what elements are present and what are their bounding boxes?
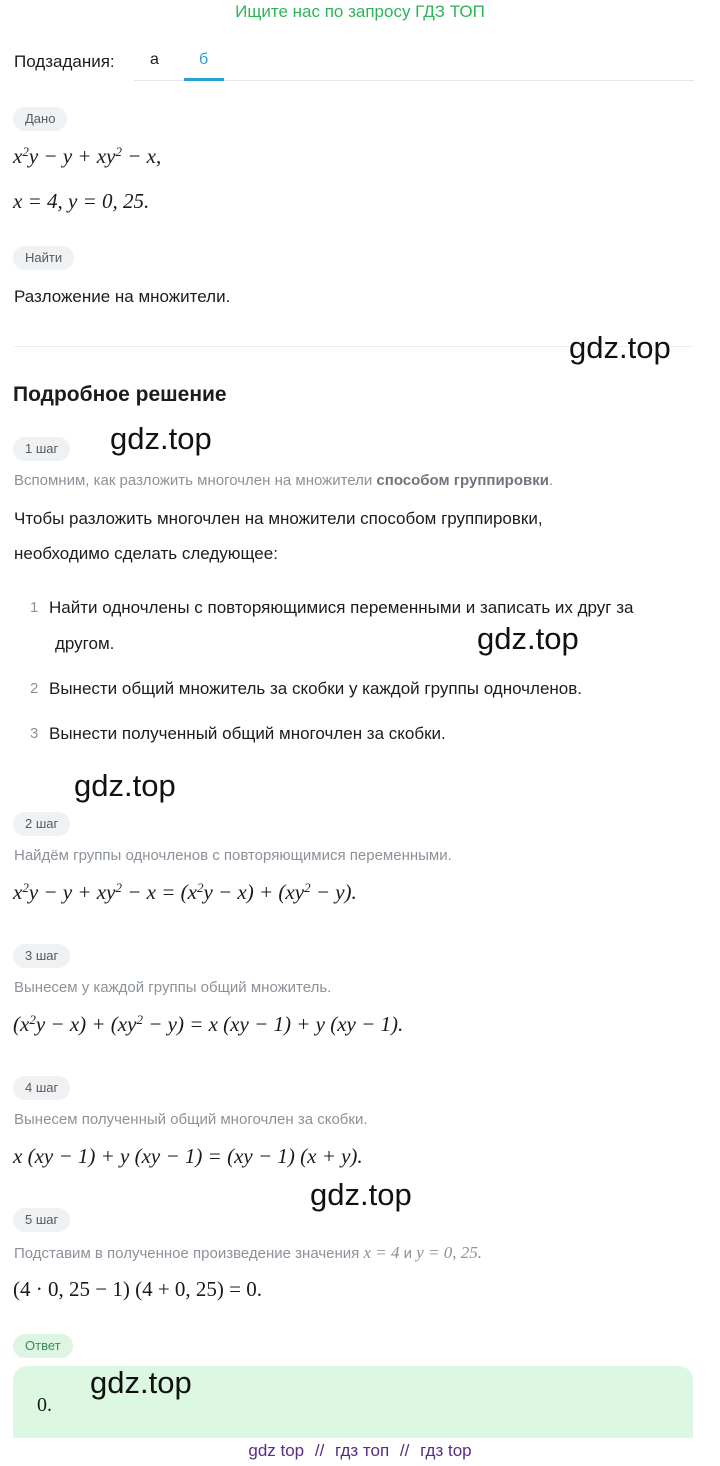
tab-b[interactable]: б — [199, 51, 209, 68]
answer-badge: Ответ — [13, 1334, 73, 1358]
watermark-3: gdz.top — [477, 621, 579, 656]
list-number-1: 1 — [30, 599, 39, 616]
footer-link-2[interactable]: гдз топ — [335, 1441, 390, 1460]
step-4-hint: Вынесем полученный общий многочлен за скобки. — [14, 1111, 368, 1128]
step-5-badge: 5 шаг — [13, 1208, 70, 1232]
answer-value: 0. — [37, 1394, 52, 1416]
find-badge: Найти — [13, 246, 74, 270]
given-expression: $x^2y - y + xy^2 - x$, — [13, 144, 162, 168]
list-number-3: 3 — [30, 725, 39, 742]
tab-b-underline — [184, 78, 224, 81]
given-values: x = 4, y = 0, 25. — [13, 189, 150, 213]
solution-title: Подробное решение — [13, 383, 227, 406]
step-4-expression: x (xy − 1) + y (xy − 1) = (xy − 1) (x + y). — [13, 1144, 363, 1168]
footer-sep-2: // — [399, 1441, 410, 1460]
footer-link-1[interactable]: gdz top — [248, 1441, 305, 1460]
subtasks-label: Подзадания: — [14, 52, 115, 71]
tab-a[interactable]: а — [150, 51, 159, 68]
watermark-4: gdz.top — [74, 768, 176, 803]
step-5-hint: Подставим в полученное произведение значения x = 4 и y = 0, 25. — [14, 1243, 482, 1262]
step-2-expression: $x^2y - y + xy^2 - x = (x^2y - x) + (xy^2 - y)$. — [13, 880, 357, 904]
top-banner[interactable]: Ищите нас по запросу ГДЗ ТОП — [235, 2, 485, 21]
step-3-badge: 3 шаг — [13, 944, 70, 968]
footer-links — [0, 1441, 720, 1461]
watermark-5: gdz.top — [310, 1177, 412, 1212]
step-3-hint: Вынесем у каждой группы общий множитель. — [14, 979, 332, 996]
step-2-hint: Найдём группы одночленов с повторяющимися переменными. — [14, 847, 452, 864]
step-1-badge: 1 шаг — [13, 437, 70, 461]
footer-sep-1: // — [314, 1441, 325, 1460]
list-item-1: Найти одночлены с повторяющимися переменными и записать их друг за — [49, 598, 634, 617]
footer-link-3[interactable]: гдз top — [420, 1441, 472, 1460]
watermark-6: gdz.top — [90, 1365, 192, 1400]
list-number-2: 2 — [30, 680, 39, 697]
list-item-3: Вынести полученный общий многочлен за скобки. — [49, 724, 446, 743]
step-1-text-1: Чтобы разложить многочлен на множители способом группировки, — [14, 509, 543, 528]
watermark-2: gdz.top — [110, 421, 212, 456]
step-3-expression: $(x^2y - x) + (xy^2 - y) = x$ (xy − 1) + y (xy − 1). — [13, 1012, 404, 1036]
list-item-1-cont: другом. — [55, 634, 115, 653]
list-item-2: Вынести общий множитель за скобки у каждой группы одночленов. — [49, 679, 583, 698]
watermark-1: gdz.top — [569, 330, 671, 365]
step-4-badge: 4 шаг — [13, 1076, 70, 1100]
find-text: Разложение на множители. — [14, 287, 231, 306]
step-1-text-2: необходимо сделать следующее: — [14, 544, 278, 563]
given-badge: Дано — [13, 107, 67, 131]
step-2-badge: 2 шаг — [13, 812, 70, 836]
step-5-expression: (4 · 0, 25 − 1) (4 + 0, 25) = 0. — [13, 1277, 262, 1301]
step-1-hint: Вспомним, как разложить многочлен на множители способом группировки. — [14, 472, 554, 489]
